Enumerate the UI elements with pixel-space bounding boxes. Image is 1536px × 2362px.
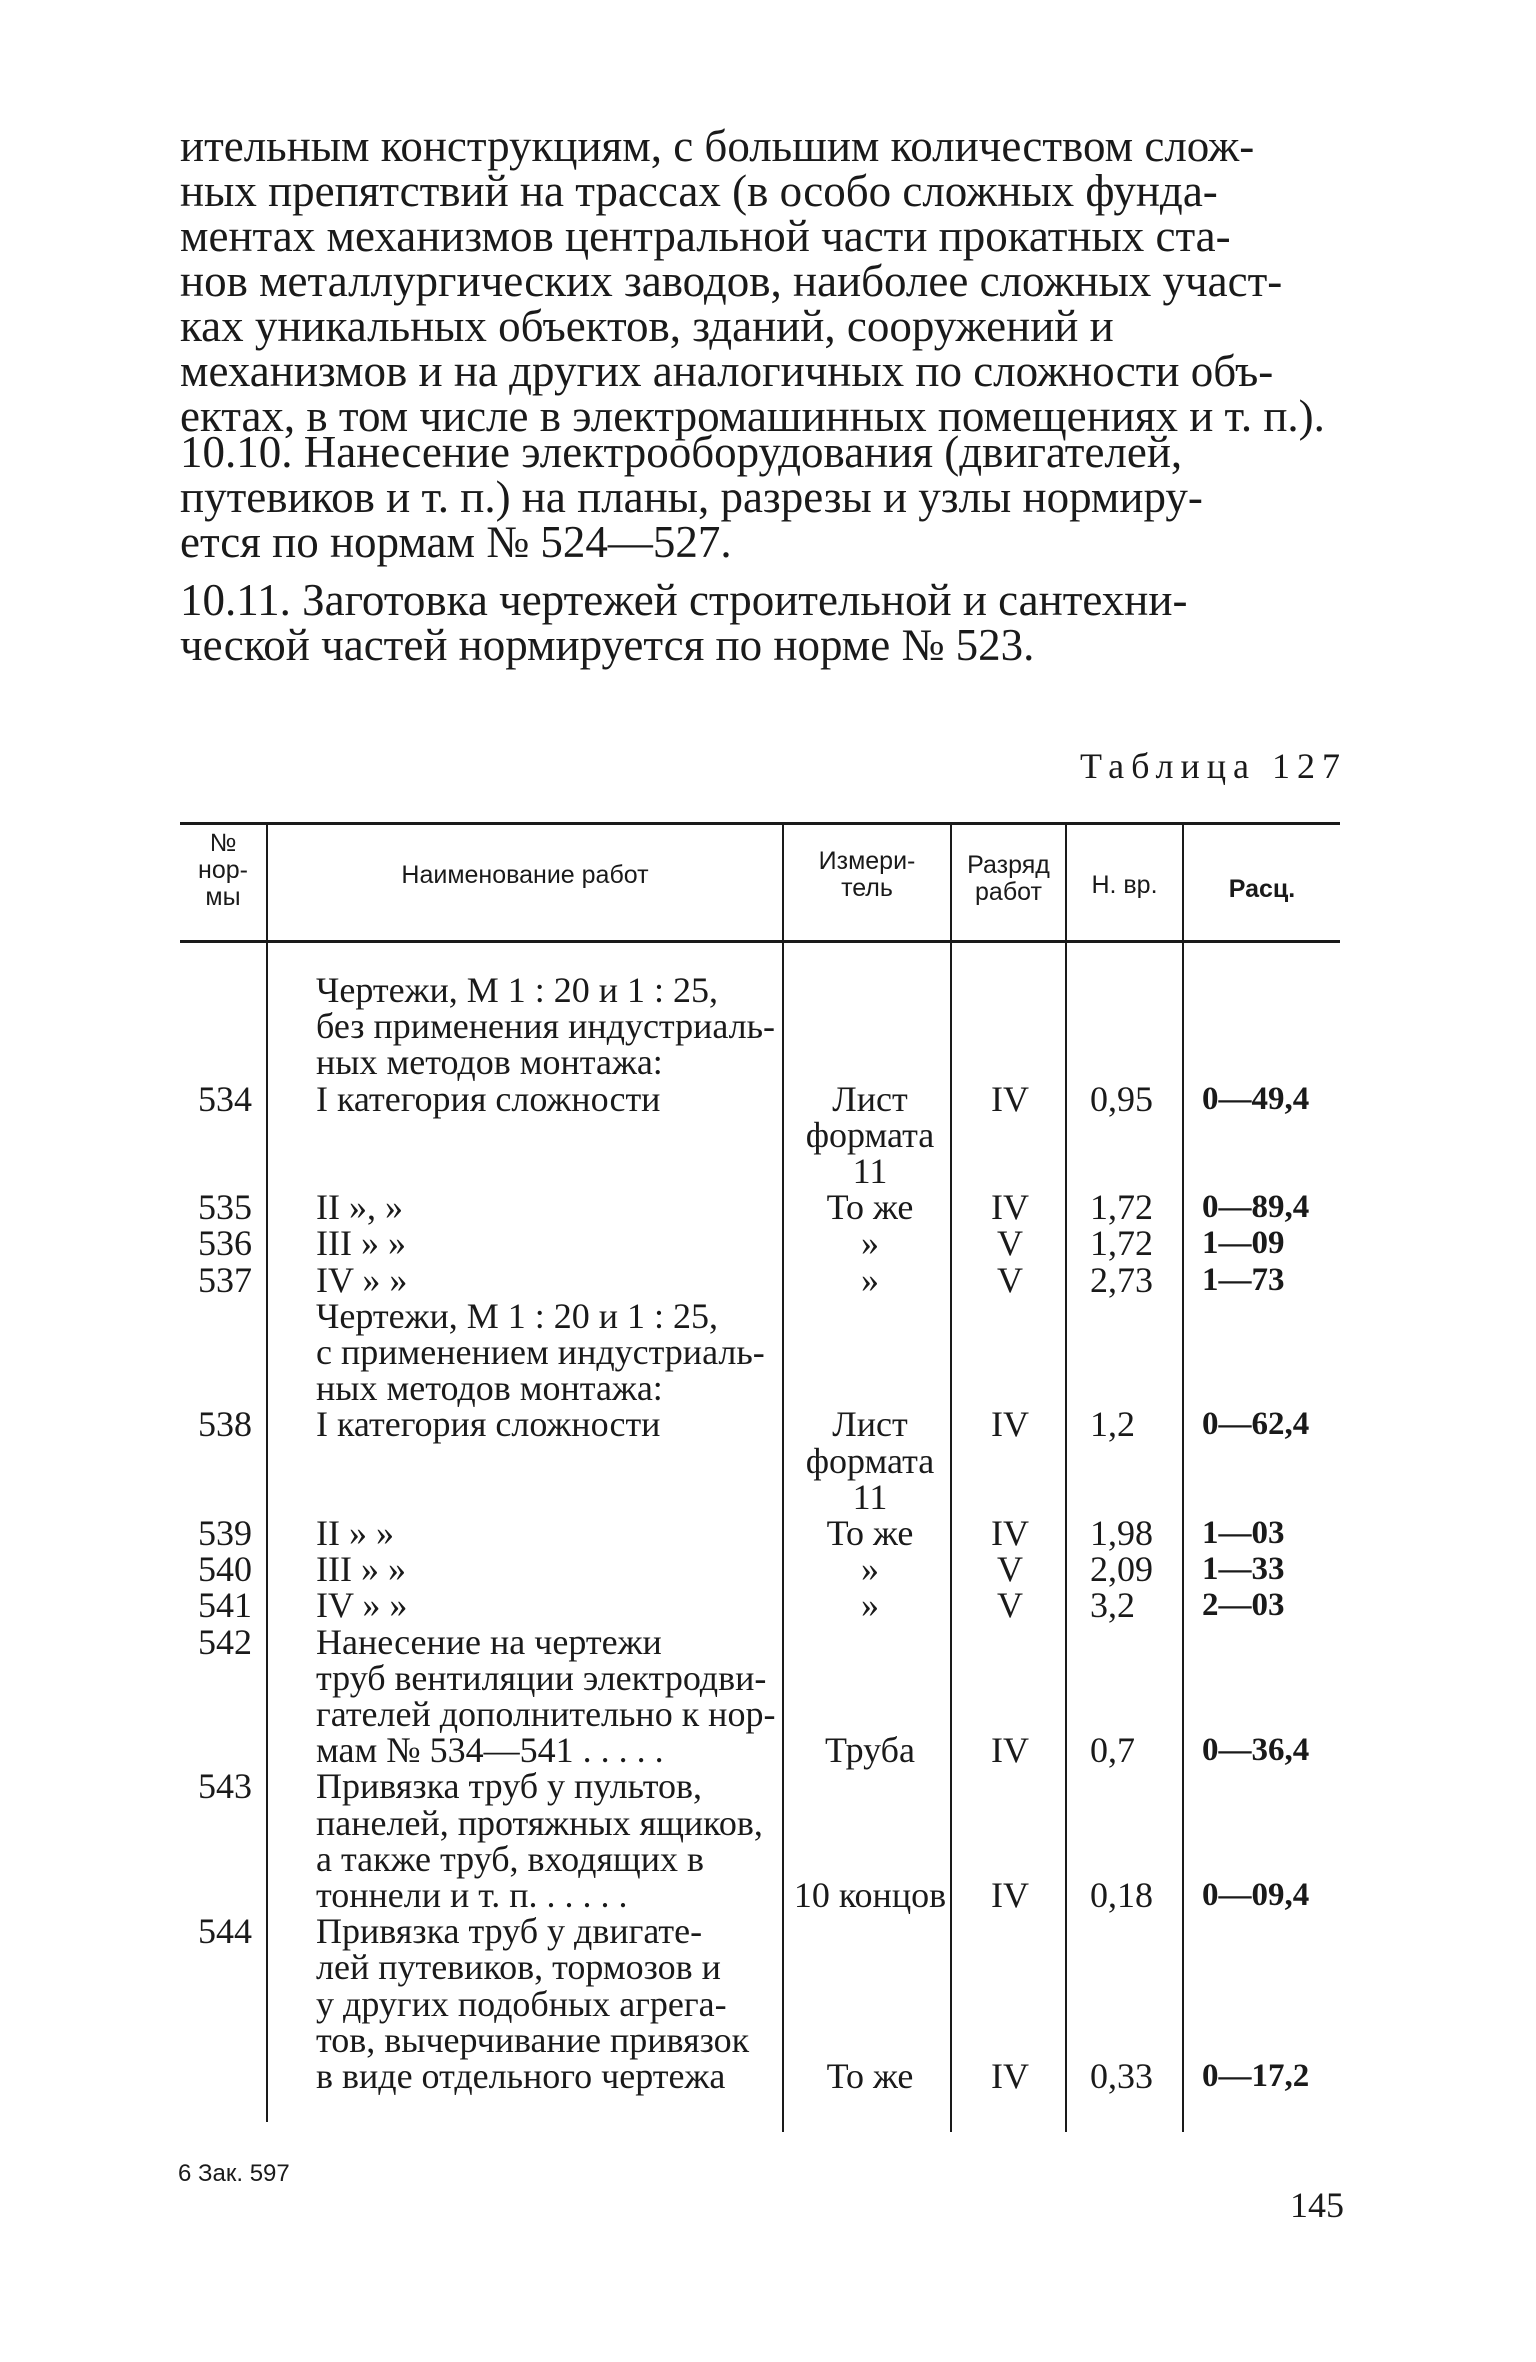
rank-cell: IV xyxy=(991,2056,1029,2096)
work-name-cell: III » » xyxy=(316,1223,406,1264)
rate-cell: 0—89,4 xyxy=(1202,1189,1310,1226)
print-order-note: 6 Зак. 597 xyxy=(178,2160,290,2187)
header-rank xyxy=(952,852,1065,906)
rank-cell: IV xyxy=(991,1404,1029,1445)
rate-cell: 2—03 xyxy=(1202,1587,1285,1624)
norm-number-cell: 544 xyxy=(198,1911,252,1952)
work-name-cell: без применения индустриаль- xyxy=(316,1006,776,1047)
norm-number-cell: 539 xyxy=(198,1513,252,1553)
rate-cell: 1—03 xyxy=(1202,1515,1285,1551)
table-top-rule xyxy=(180,822,1340,825)
column-divider xyxy=(782,822,784,2132)
rank-cell: IV xyxy=(991,1875,1029,1915)
work-name-cell: Привязка труб у двигате- xyxy=(316,1911,703,1952)
column-divider xyxy=(1182,822,1184,2132)
paragraph-constructions xyxy=(180,121,1340,441)
work-name-cell: в виде отдельного чертежа xyxy=(316,2056,726,2096)
header-measure xyxy=(784,848,950,902)
work-name-cell: II » » xyxy=(316,1513,394,1553)
header-line: тель xyxy=(841,874,893,902)
time-norm-cell: 3,2 xyxy=(1090,1585,1135,1626)
header-norm-number xyxy=(180,830,266,911)
header-rate xyxy=(1184,876,1340,903)
work-name-cell: ных методов монтажа: xyxy=(316,1042,663,1083)
column-divider xyxy=(1065,822,1067,2132)
norm-number-cell: 534 xyxy=(198,1078,252,1119)
work-name-cell: с применением индустриаль- xyxy=(316,1332,765,1372)
paragraph-line: путевиков и т. п.) на планы, разрезы и узлы нормиру- xyxy=(180,472,1203,522)
work-name-cell: Нанесение на чертежи xyxy=(316,1621,662,1662)
measure-cell: 11 xyxy=(852,1151,888,1191)
work-name-cell: Привязка труб у пультов, xyxy=(316,1766,702,1807)
measure-cell: » xyxy=(861,1223,879,1264)
header-line: мы xyxy=(205,883,241,911)
measure-cell: » xyxy=(861,1585,879,1626)
paragraph-line: 10.11. Заготовка чертежей строительной и сантехни- xyxy=(180,575,1188,625)
rate-cell: 0—49,4 xyxy=(1202,1080,1310,1117)
rate-cell: 0—62,4 xyxy=(1202,1406,1310,1443)
measure-cell: » xyxy=(861,1549,879,1590)
paragraph-line: ных препятствий на трассах (в особо сложных фунда- xyxy=(180,166,1218,216)
header-work-name xyxy=(268,862,782,889)
work-name-cell: тоннели и т. п. . . . . . xyxy=(316,1875,628,1915)
time-norm-cell: 0,95 xyxy=(1090,1078,1153,1119)
paragraph-line: нов металлургических заводов, наиболее сложных участ- xyxy=(180,256,1283,306)
work-name-cell: панелей, протяжных ящиков, xyxy=(316,1802,763,1843)
work-name-cell: III » » xyxy=(316,1549,406,1590)
rate-cell: 0—09,4 xyxy=(1202,1877,1310,1913)
header-line: Разряд xyxy=(967,851,1050,879)
measure-cell: 10 концов xyxy=(793,1875,947,1915)
paragraph-line: ках уникальных объектов, зданий, сооружений и xyxy=(180,301,1114,351)
header-line: нор- xyxy=(198,856,248,884)
header-time-norm xyxy=(1067,872,1182,899)
measure-cell: Труба xyxy=(825,1730,915,1771)
work-name-cell: гателей дополнительно к нор- xyxy=(316,1694,776,1734)
time-norm-cell: 0,18 xyxy=(1090,1875,1153,1915)
norm-number-cell: 536 xyxy=(198,1223,252,1264)
header-line: работ xyxy=(975,878,1042,906)
measure-cell: То же xyxy=(826,1513,914,1553)
work-name-cell: Чертежи, М 1 : 20 и 1 : 25, xyxy=(316,970,719,1010)
measure-cell: То же xyxy=(826,2056,914,2096)
rank-cell: V xyxy=(997,1259,1023,1300)
work-name-cell: IV » » xyxy=(316,1585,408,1626)
time-norm-cell: 1,98 xyxy=(1090,1513,1153,1553)
rank-cell: V xyxy=(997,1585,1023,1626)
time-norm-cell: 1,2 xyxy=(1090,1404,1135,1445)
time-norm-cell: 1,72 xyxy=(1090,1187,1153,1228)
paragraph-line: ментах механизмов центральной части прокатных ста- xyxy=(180,211,1231,261)
measure-cell: То же xyxy=(826,1187,914,1228)
column-divider xyxy=(266,822,268,2122)
paragraph-line: ектах, в том числе в электромашинных помещениях и т. п.). xyxy=(180,391,1325,441)
table-caption: Таблица 127 xyxy=(1080,746,1347,786)
page-number: 145 xyxy=(1290,2185,1344,2225)
measure-cell: Лист xyxy=(832,1404,908,1445)
work-name-cell: I категория сложности xyxy=(316,1078,661,1119)
paragraph-10-10 xyxy=(180,427,1340,567)
measure-cell: Лист xyxy=(832,1078,908,1119)
time-norm-cell: 2,09 xyxy=(1090,1549,1153,1590)
rate-cell: 0—36,4 xyxy=(1202,1732,1310,1769)
measure-cell: формата xyxy=(805,1440,935,1481)
paragraph-10-11 xyxy=(180,575,1340,670)
work-name-cell: мам № 534—541 . . . . . xyxy=(316,1730,664,1771)
work-name-cell: а также труб, входящих в xyxy=(316,1838,704,1879)
header-line: Наименование работ xyxy=(401,861,649,889)
paragraph-line: ческой частей нормируется по норме № 523. xyxy=(180,620,1035,670)
rank-cell: IV xyxy=(991,1078,1029,1119)
rate-cell: 0—17,2 xyxy=(1202,2058,1310,2094)
time-norm-cell: 0,33 xyxy=(1090,2056,1153,2096)
time-norm-cell: 1,72 xyxy=(1090,1223,1153,1264)
paragraph-line: механизмов и на других аналогичных по сложности объ- xyxy=(180,346,1274,396)
measure-cell: » xyxy=(861,1259,879,1300)
work-name-cell: тов, вычерчивание привязок xyxy=(316,2019,750,2060)
work-name-cell: лей путевиков, тормозов и xyxy=(316,1947,721,1988)
norm-number-cell: 542 xyxy=(198,1621,252,1662)
rank-cell: V xyxy=(997,1223,1023,1264)
work-name-cell: II », » xyxy=(316,1187,403,1228)
work-name-cell: Чертежи, М 1 : 20 и 1 : 25, xyxy=(316,1295,719,1336)
work-name-cell: I категория сложности xyxy=(316,1404,661,1445)
time-norm-cell: 2,73 xyxy=(1090,1259,1153,1300)
rank-cell: IV xyxy=(991,1730,1029,1771)
time-norm-cell: 0,7 xyxy=(1090,1730,1135,1771)
measure-cell: 11 xyxy=(852,1476,888,1517)
measure-cell: формата xyxy=(805,1114,935,1155)
rate-cell: 1—73 xyxy=(1202,1261,1285,1298)
rate-cell: 1—09 xyxy=(1202,1225,1285,1262)
norm-number-cell: 537 xyxy=(198,1259,252,1300)
paragraph-line: 10.10. Нанесение электрооборудования (двигателей, xyxy=(180,427,1183,477)
paragraph-line: ительным конструкциям, с большим количеством слож- xyxy=(180,121,1255,171)
work-name-cell: ных методов монтажа: xyxy=(316,1368,663,1409)
norm-number-cell: 535 xyxy=(198,1187,252,1228)
rate-cell: 1—33 xyxy=(1202,1551,1285,1588)
norm-number-cell: 543 xyxy=(198,1766,252,1807)
column-divider xyxy=(950,822,952,2132)
work-name-cell: труб вентиляции электродви- xyxy=(316,1657,767,1698)
norm-number-cell: 540 xyxy=(198,1549,252,1590)
rank-cell: IV xyxy=(991,1513,1029,1553)
table-header-rule xyxy=(180,940,1340,943)
norm-number-cell: 538 xyxy=(198,1404,252,1445)
work-name-cell: у других подобных агрега- xyxy=(316,1983,727,2024)
work-name-cell: IV » » xyxy=(316,1259,408,1300)
header-line: Расц. xyxy=(1228,875,1296,903)
header-line: Н. вр. xyxy=(1091,871,1158,899)
norm-number-cell: 541 xyxy=(198,1585,252,1626)
rank-cell: V xyxy=(997,1549,1023,1590)
paragraph-line: ется по нормам № 524—527. xyxy=(180,517,732,567)
header-line: Измери- xyxy=(818,847,916,875)
header-line: № xyxy=(209,829,237,857)
rank-cell: IV xyxy=(991,1187,1029,1228)
